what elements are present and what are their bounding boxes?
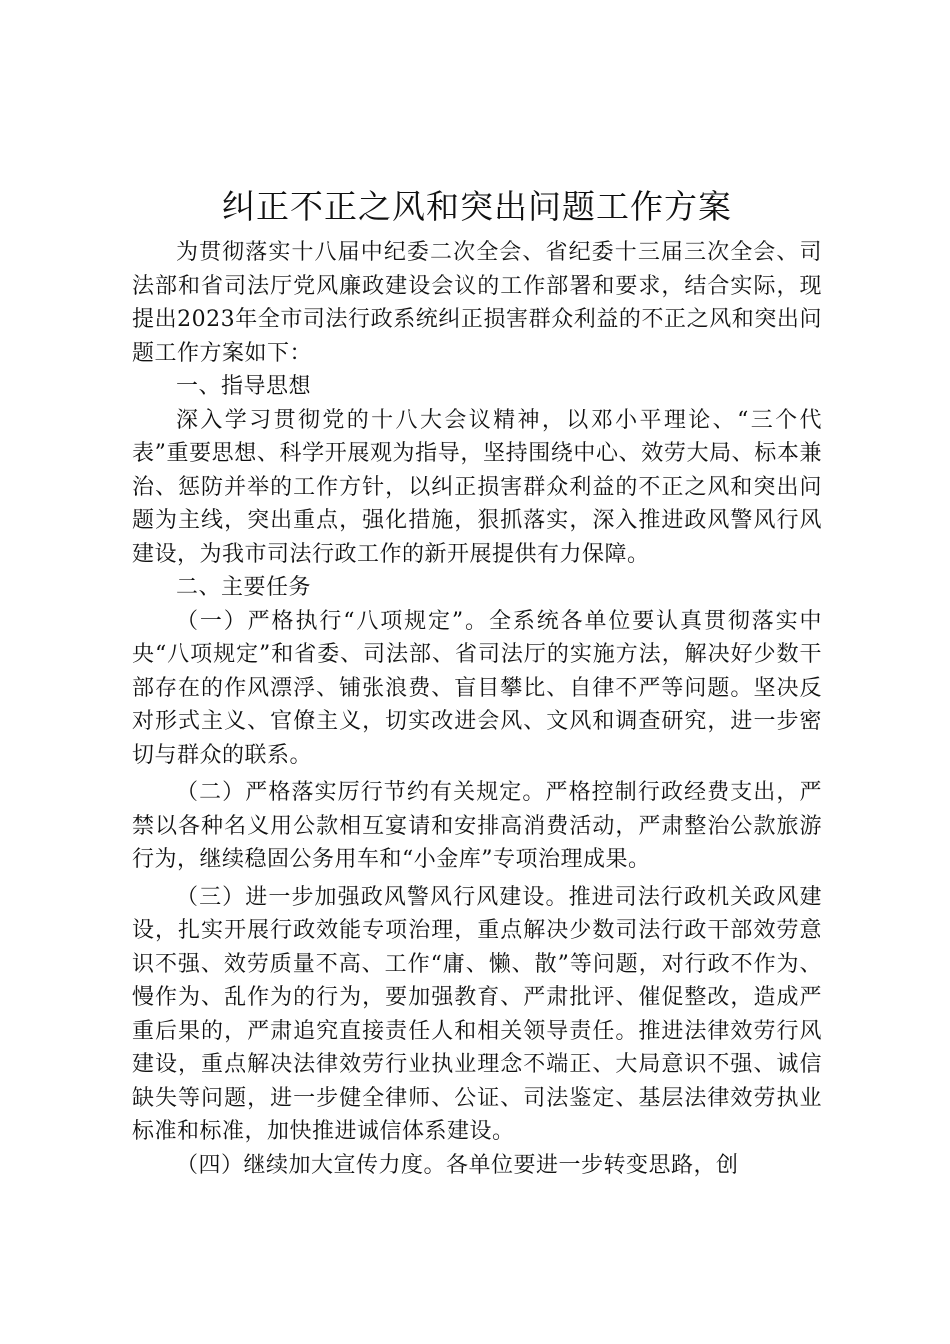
document-title: 纠正不正之风和突出问题工作方案 <box>222 187 732 226</box>
document-page <box>132 186 822 1182</box>
task-paragraph-1: （一）严格执行“八项规定”。全系统各单位要认真贯彻落实中央“八项规定”和省委、司法部、省司法厅的实施方法，解决好少数干部存在的作风漂浮、铺张浪费、盲目攀比、自律不严等问题。坚决反对形式主义、官僚主义，切实改进会风、文风和调查研究，进一步密切与群众的联系。 <box>132 608 822 768</box>
task-paragraph-4: （四）继续加大宣传力度。各单位要进一步转变思路，创 <box>176 1152 739 1178</box>
intro-paragraph: 为贯彻落实十八届中纪委二次全会、省纪委十三届三次全会、司法部和省司法厅党风廉政建设会议的工作部署和要求，结合实际，现提出2023年全市司法行政系统纠正损害群众利益的不正之风和突出问题工作方案如下： <box>132 240 822 366</box>
section-heading-guiding-thought: 一、指导思想 <box>176 374 312 399</box>
guiding-thought-paragraph: 深入学习贯彻党的十八大会议精神，以邓小平理论、“三个代表”重要思想、科学开展观为指导，坚持围绕中心、效劳大局、标本兼治、惩防并举的工作方针，以纠正损害群众利益的不正之风和突出问题为主线，突出重点，强化措施，狠抓落实，深入推进政风警风行风建设，为我市司法行政工作的新开展提供有力保障。 <box>132 407 822 567</box>
section-heading-main-tasks: 二、主要任务 <box>176 575 312 600</box>
task-paragraph-2: （二）严格落实厉行节约有关规定。严格控制行政经费支出，严禁以各种名义用公款相互宴请和安排高消费活动，严肃整治公款旅游行为，继续稳固公务用车和“小金库”专项治理成果。 <box>132 780 822 872</box>
task-paragraph-3: （三）进一步加强政风警风行风建设。推进司法行政机关政风建设，扎实开展行政效能专项治理，重点解决少数司法行政干部效劳意识不强、效劳质量不高、工作“庸、懒、散”等问题，对行政不作为、慢作为、乱作为的行为，要加强教育、严肃批评、催促整改，造成严重后果的，严肃追究直接责任人和相关领导责任。推进法律效劳行风建设，重点解决法律效劳行业执业理念不端正、大局意识不强、诚信缺失等问题，进一步健全律师、公证、司法鉴定、基层法律效劳执业标准和标准，加快推进诚信体系建设。 <box>132 884 822 1144</box>
